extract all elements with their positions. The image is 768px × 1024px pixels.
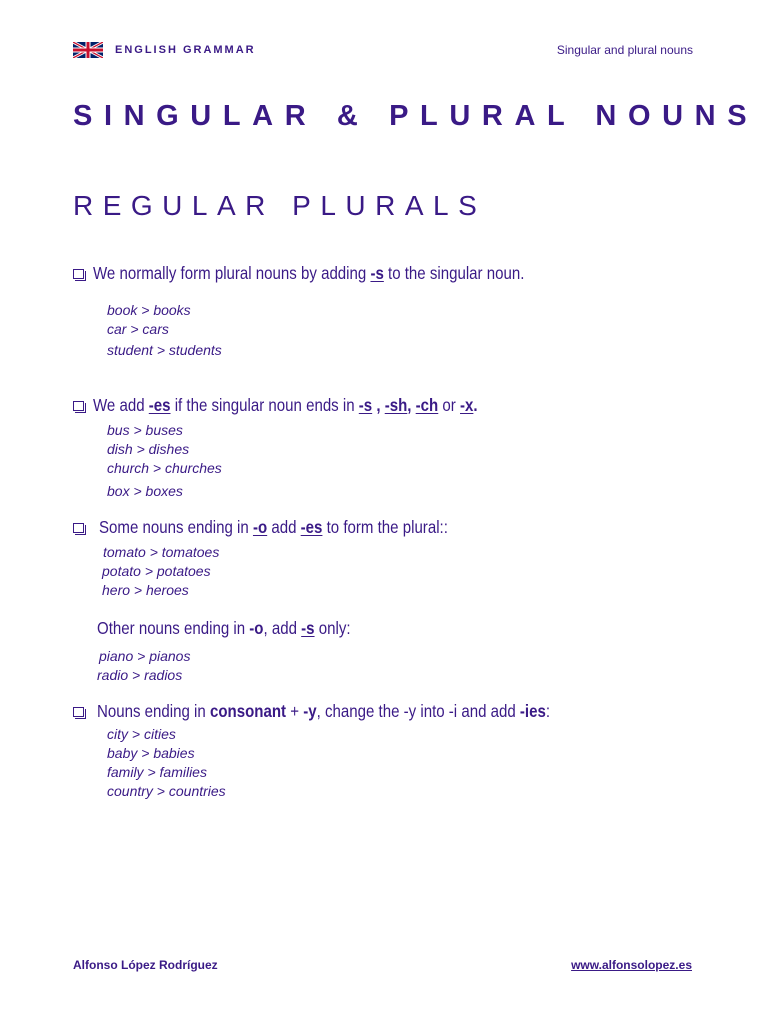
rule-1: [73, 263, 595, 284]
rule-3b-examples: [99, 647, 190, 685]
rule-1-text: We normally form plural nouns by adding -s to the singular noun.: [93, 263, 525, 283]
rule-3: [73, 517, 505, 538]
example-item: car > cars: [107, 321, 169, 337]
example-item: piano > pianos: [99, 648, 191, 664]
uk-flag-icon: [73, 42, 103, 58]
section-title: REGULAR PLURALS: [73, 190, 487, 221]
rule-2: [73, 395, 540, 416]
rule-3-text: Some nouns ending in -o add -es to form the plural::: [99, 517, 448, 537]
rule-3b-text: Other nouns ending in -o, add -s only:: [97, 618, 351, 638]
example-item: bus > buses: [107, 422, 183, 438]
example-item: potato > potatoes: [102, 563, 211, 579]
example-item: family > families: [107, 764, 207, 780]
page-title: SINGULAR & PLURAL NOUNS: [73, 100, 759, 132]
header-brand-area: [73, 42, 256, 58]
rule-4: [73, 701, 624, 722]
example-item: country > countries: [107, 783, 226, 799]
footer-author: Alfonso López Rodríguez: [73, 958, 218, 972]
example-item: box > boxes: [107, 483, 183, 499]
example-item: radio > radios: [97, 667, 183, 683]
example-item: book > books: [107, 302, 191, 318]
rule-1-examples: [107, 301, 222, 360]
rule-4-text: Nouns ending in consonant + -y, change the -y into -i and add -ies:: [97, 701, 551, 721]
rule-3b: [97, 618, 392, 639]
example-item: student > students: [107, 342, 222, 358]
example-item: tomato > tomatoes: [103, 544, 220, 560]
rule-3-examples: [103, 543, 219, 600]
checkbox-icon: [73, 523, 84, 533]
example-item: church > churches: [107, 460, 222, 476]
header-topic: Singular and plural nouns: [556, 43, 693, 57]
checkbox-icon: [73, 707, 84, 717]
checkbox-icon: [73, 401, 84, 411]
example-item: city > cities: [107, 726, 176, 742]
example-item: baby > babies: [107, 745, 195, 761]
rule-2-text: We add -es if the singular noun ends in -s , -sh, -ch or -x.: [93, 395, 478, 415]
example-item: hero > heroes: [102, 582, 189, 598]
example-item: dish > dishes: [107, 441, 190, 457]
footer-website-link[interactable]: www.alfonsolopez.es: [571, 958, 692, 972]
rule-2-examples: [107, 421, 222, 501]
rule-4-examples: [107, 725, 226, 801]
header-brand: ENGLISH GRAMMAR: [115, 44, 256, 56]
checkbox-icon: [73, 269, 84, 279]
